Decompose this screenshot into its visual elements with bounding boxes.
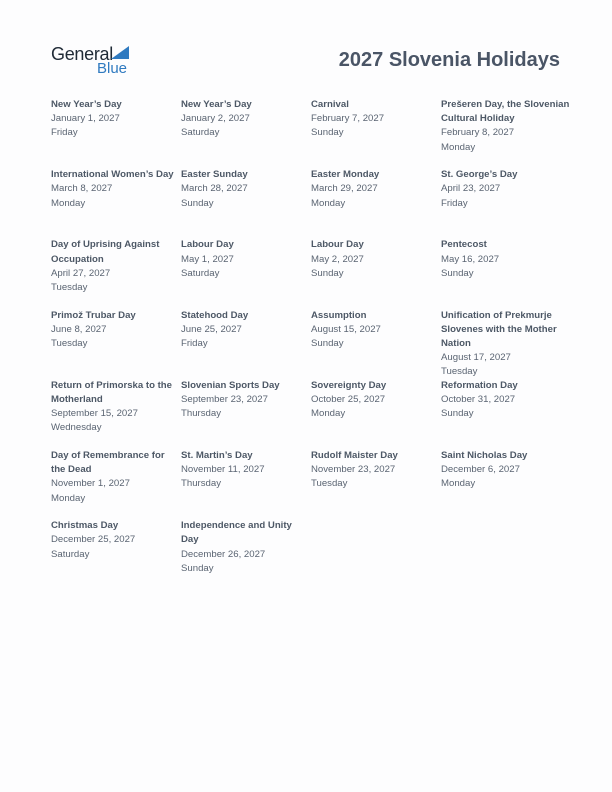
holiday-weekday: Thursday [181,478,221,490]
holiday-name: Return of Primorska to the Motherland [51,379,173,405]
holiday-date: November 1, 2027 [51,478,130,490]
holiday-name: Labour Day [181,239,234,251]
holiday-weekday: Friday [51,127,78,139]
holiday-item [51,379,181,449]
holiday-item [181,449,311,519]
logo-blue-text: Blue [97,60,128,77]
holiday-date: February 8, 2027 [441,127,515,139]
holiday-name: Pentecost [441,239,487,251]
holiday-weekday: Sunday [441,267,474,279]
holiday-item [181,379,311,449]
holiday-weekday: Tuesday [51,281,88,293]
holiday-date: August 15, 2027 [311,323,381,335]
holiday-item [441,168,571,238]
holiday-item [51,449,181,519]
holiday-grid [51,98,571,589]
logo-flag-icon [111,46,129,59]
holiday-item [311,379,441,449]
holiday-name: New Year’s Day [51,99,122,110]
holiday-name: Reformation Day [441,379,518,391]
holiday-weekday: Saturday [181,267,220,279]
holiday-date: May 16, 2027 [441,253,500,265]
holiday-date: April 23, 2027 [441,183,501,195]
holiday-name: Saint Nicholas Day [441,449,528,461]
holiday-item [181,519,311,589]
holiday-weekday: Monday [441,478,476,490]
holiday-name: Easter Sunday [181,169,248,181]
holiday-item [441,449,571,519]
holiday-name: St. Martin’s Day [181,449,253,461]
holiday-name: Christmas Day [51,520,119,532]
holiday-date: January 2, 2027 [181,113,250,125]
holiday-item [181,98,311,168]
holiday-weekday: Thursday [181,408,221,420]
holiday-date: May 1, 2027 [181,253,234,265]
holiday-weekday: Tuesday [441,366,478,378]
logo-general-text: General [51,44,113,64]
holiday-item [441,309,571,379]
holiday-item [181,168,311,238]
holiday-name: Labour Day [311,239,364,251]
holiday-item [311,168,441,238]
holiday-date: May 2, 2027 [311,253,364,265]
holiday-weekday: Sunday [311,267,344,279]
holiday-weekday: Saturday [51,548,90,560]
holiday-date: December 6, 2027 [441,464,520,476]
holiday-date: March 8, 2027 [51,183,113,195]
logo [51,44,141,78]
holiday-weekday: Sunday [181,197,214,209]
holiday-name: Rudolf Maister Day [311,449,398,461]
holiday-weekday: Tuesday [51,337,88,349]
holiday-item [311,238,441,308]
holiday-name: Prešeren Day, the Slovenian Cultural Holiday [441,99,570,125]
holiday-date: September 23, 2027 [181,393,268,405]
holiday-date: February 7, 2027 [311,113,385,125]
holiday-item [51,98,181,168]
holiday-name: New Year’s Day [181,99,252,110]
holiday-item [311,309,441,379]
holiday-weekday: Sunday [311,127,344,139]
holiday-name: Day of Remembrance for the Dead [51,449,165,476]
holiday-item [441,238,571,308]
holiday-name: Easter Monday [311,169,380,181]
holiday-weekday: Friday [181,337,208,349]
holiday-weekday: Friday [441,197,468,209]
holiday-weekday: Tuesday [311,478,348,490]
holiday-date: October 31, 2027 [441,393,516,405]
holiday-item [51,309,181,379]
holiday-name: Independence and Unity Day [181,520,292,546]
page-title: 2027 Slovenia Holidays [338,49,560,71]
holiday-name: Primož Trubar Day [51,309,136,321]
holiday-weekday: Saturday [181,127,220,139]
holiday-date: November 23, 2027 [311,464,396,476]
holiday-weekday: Sunday [311,337,344,349]
holiday-date: December 26, 2027 [181,548,266,560]
holiday-name: Unification of Prekmurje Slovenes with the Mother Nation [441,309,557,349]
holiday-name: Statehood Day [181,309,249,321]
holiday-weekday: Wednesday [51,422,102,434]
holiday-weekday: Monday [311,408,346,420]
holiday-date: March 29, 2027 [311,183,378,195]
holiday-date: October 25, 2027 [311,393,386,405]
holiday-date: June 25, 2027 [181,323,242,335]
holiday-weekday: Monday [51,492,86,504]
holiday-item [311,449,441,519]
holiday-weekday: Monday [51,197,86,209]
holiday-item [311,98,441,168]
holiday-date: March 28, 2027 [181,183,248,195]
holiday-name: Slovenian Sports Day [181,379,280,391]
holiday-name: International Women’s Day [51,169,174,181]
holiday-name: Assumption [311,309,367,321]
holiday-name: Carnival [311,99,349,110]
holiday-date: September 15, 2027 [51,408,138,420]
holiday-weekday: Monday [441,141,476,153]
holiday-item [441,379,571,449]
holiday-item [181,309,311,379]
holiday-item [51,238,181,308]
holiday-name: Sovereignty Day [311,379,387,391]
holiday-item [441,98,571,168]
holiday-weekday: Sunday [441,408,474,420]
holiday-date: April 27, 2027 [51,267,111,279]
holiday-item [51,519,181,589]
holiday-date: January 1, 2027 [51,113,120,125]
holiday-item [181,238,311,308]
holiday-name: Day of Uprising Against Occupation [51,239,160,265]
holiday-date: August 17, 2027 [441,352,511,364]
holiday-weekday: Monday [311,197,346,209]
holiday-name: St. George’s Day [441,169,518,181]
holiday-item [51,168,181,238]
holiday-weekday: Sunday [181,562,214,574]
holiday-date: November 11, 2027 [181,464,265,476]
holiday-date: June 8, 2027 [51,323,107,335]
holiday-date: December 25, 2027 [51,534,136,546]
